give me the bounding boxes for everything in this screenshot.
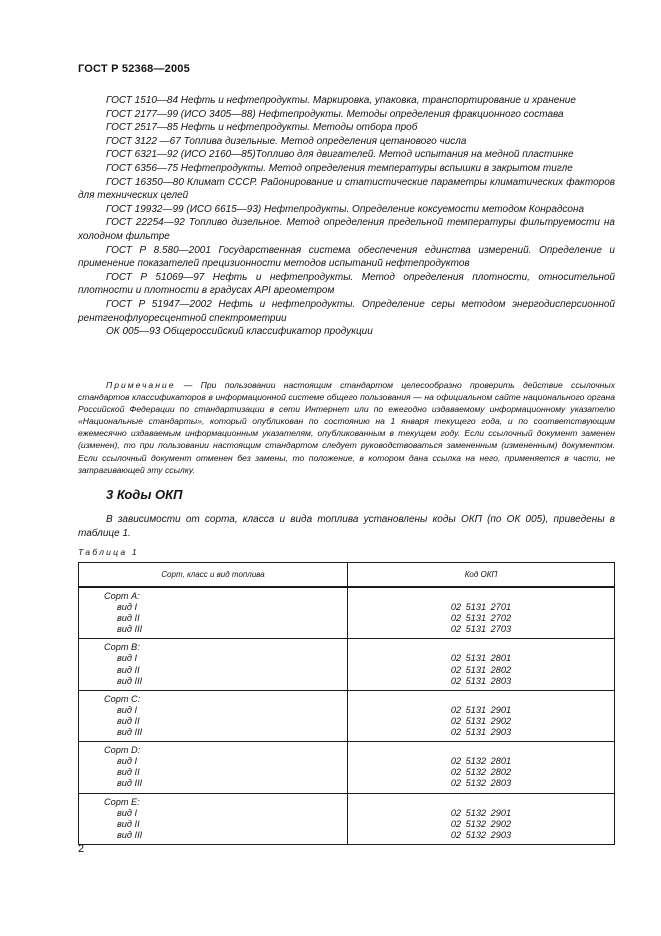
okp-code: 02 5131 2802 bbox=[450, 664, 512, 675]
type-label: вид III bbox=[117, 778, 143, 789]
reference-item: ГОСТ 6356—75 Нефтепродукты. Метод определения температуры вспышки в закрытом тигле bbox=[106, 162, 573, 174]
okp-code: 02 5131 2803 bbox=[450, 675, 512, 686]
section-intro-paragraph: В зависимости от сорта, класса и вида топлива установлены коды ОКП (по ОК 005), приведены в таблице 1. bbox=[78, 514, 615, 539]
grade-label: Сорт А: bbox=[104, 591, 140, 601]
okp-code: 02 5132 2803 bbox=[450, 778, 512, 789]
table-row bbox=[79, 587, 615, 639]
type-label: вид III bbox=[117, 624, 143, 635]
note-text: — При пользовании настоящим стандартом целесообразно проверить действие ссылочных стандартов классификаторов в информационной системе общего пользования — на официальном сайте национального органа Российской Федерации по стандартизации в сети Интернет или по ежегодно издаваемому информационному указателю «Национальные стандарты», который опубликован по состоянию на 1 января текущего года, и по соответствующим ежемесячно издаваемым информационным указателям, опубликованным в текущем году. Если ссылочный документ заменен (изменен), то при пользовании настоящим стандартом следует руководствоваться замененным (измененным) документом. Если ссылочный документ отменен без замены, то положение, в котором дана ссылка на него, применяется в части, не затрагивающей эту ссылку. bbox=[78, 380, 615, 475]
okp-code: 02 5131 2901 bbox=[450, 704, 512, 715]
type-label: вид I bbox=[117, 602, 138, 613]
okp-code-cell bbox=[348, 690, 615, 741]
type-label: вид I bbox=[117, 807, 138, 818]
reference-item: ГОСТ 3122 —67 Топлива дизельные. Метод определения цетанового числа bbox=[106, 135, 467, 147]
note-paragraph bbox=[78, 379, 615, 476]
reference-item: ГОСТ Р 8.580—2001 Государственная система обеспечения единства измерений. Определение и применение показателей прецизионности методов испытаний нефтепродуктов bbox=[78, 244, 615, 270]
okp-code: 02 5132 2902 bbox=[450, 818, 512, 829]
grade-label: Сорт В: bbox=[104, 642, 140, 653]
type-label: вид III bbox=[117, 675, 143, 686]
fuel-grade-cell bbox=[79, 742, 348, 793]
okp-codes-table bbox=[78, 562, 615, 845]
reference-item: ОК 005—93 Общероссийский классификатор продукции bbox=[106, 326, 373, 338]
table-caption: Таблица 1 bbox=[78, 547, 139, 557]
okp-code: 02 5132 2802 bbox=[450, 767, 512, 778]
okp-code-cell bbox=[348, 742, 615, 793]
reference-item: ГОСТ 1510—84 Нефть и нефтепродукты. Маркировка, упаковка, транспортирование и хранение bbox=[106, 95, 576, 106]
section-title: 3 Коды ОКП bbox=[106, 487, 183, 502]
table-header-row bbox=[79, 563, 615, 588]
okp-code: 02 5132 2903 bbox=[450, 829, 512, 840]
okp-code: 02 5131 2701 bbox=[450, 602, 512, 613]
reference-item: ГОСТ 22254—92 Топливо дизельное. Метод определения предельной температуры фильтруемости на холодном фильтре bbox=[78, 217, 615, 242]
okp-code-cell bbox=[348, 587, 615, 639]
table-row bbox=[79, 742, 615, 793]
type-label: вид III bbox=[117, 727, 143, 738]
page-number: 2 bbox=[78, 843, 85, 855]
fuel-grade-cell bbox=[79, 587, 348, 639]
grade-label: Сорт С: bbox=[104, 693, 141, 704]
reference-item: ГОСТ 2177—99 (ИСО 3405—88) Нефтепродукты. Методы определения фракционного состава bbox=[106, 108, 564, 120]
reference-item: ГОСТ 19932—99 (ИСО 6615—93) Нефтепродукты. Определение коксуемости методом Конрадсона bbox=[106, 203, 585, 215]
type-label: вид II bbox=[117, 715, 140, 726]
okp-code: 02 5132 2801 bbox=[450, 756, 512, 767]
page-header-title: ГОСТ Р 52368—2005 bbox=[78, 63, 190, 75]
table-row bbox=[79, 793, 615, 844]
okp-code: 02 5131 2903 bbox=[450, 727, 512, 738]
grade-label: Сорт Е: bbox=[104, 796, 140, 807]
fuel-grade-cell bbox=[79, 690, 348, 741]
column-header-okp-code: Код ОКП bbox=[348, 563, 615, 588]
okp-code: 02 5132 2901 bbox=[450, 807, 512, 818]
type-label: вид II bbox=[117, 818, 140, 829]
reference-item: ГОСТ 16350—80 Климат СССР. Районирование и статистические параметры климатических факторов для технических целей bbox=[78, 176, 615, 202]
okp-code-cell bbox=[348, 639, 615, 690]
grade-label: Сорт D: bbox=[104, 745, 141, 756]
okp-code: 02 5131 2902 bbox=[450, 715, 512, 726]
type-label: вид II bbox=[117, 664, 140, 675]
okp-code-cell bbox=[348, 793, 615, 844]
reference-item: ГОСТ 6321—92 (ИСО 2160—85)Топливо для двигателей. Метод испытания на медной пластинке bbox=[106, 149, 574, 161]
table-row bbox=[79, 639, 615, 690]
fuel-grade-cell bbox=[79, 639, 348, 690]
type-label: вид II bbox=[117, 767, 140, 778]
type-label: вид II bbox=[117, 613, 140, 624]
reference-item: ГОСТ 2517—85 Нефть и нефтепродукты. Методы отбора проб bbox=[106, 122, 418, 134]
type-label: вид I bbox=[117, 704, 138, 715]
okp-code: 02 5131 2703 bbox=[450, 624, 512, 635]
column-header-fuel-grade: Сорт, класс и вид топлива bbox=[79, 563, 348, 588]
reference-item: ГОСТ Р 51069—97 Нефть и нефтепродукты. Метод определения плотности, относительной плотности и плотности в градусах API ареометром bbox=[78, 271, 615, 297]
reference-item: ГОСТ Р 51947—2002 Нефть и нефтепродукты. Определение серы методом энергодисперсионной рентгенофлуоресцентной спектрометрии bbox=[78, 298, 615, 324]
type-label: вид III bbox=[117, 829, 143, 840]
fuel-grade-cell bbox=[79, 793, 348, 844]
okp-code: 02 5131 2801 bbox=[450, 653, 512, 664]
okp-code: 02 5131 2702 bbox=[450, 613, 512, 624]
table-row bbox=[79, 690, 615, 741]
normative-references-list bbox=[78, 94, 615, 339]
type-label: вид I bbox=[117, 653, 138, 664]
type-label: вид I bbox=[117, 756, 138, 767]
note-label: Примечание bbox=[106, 380, 176, 390]
